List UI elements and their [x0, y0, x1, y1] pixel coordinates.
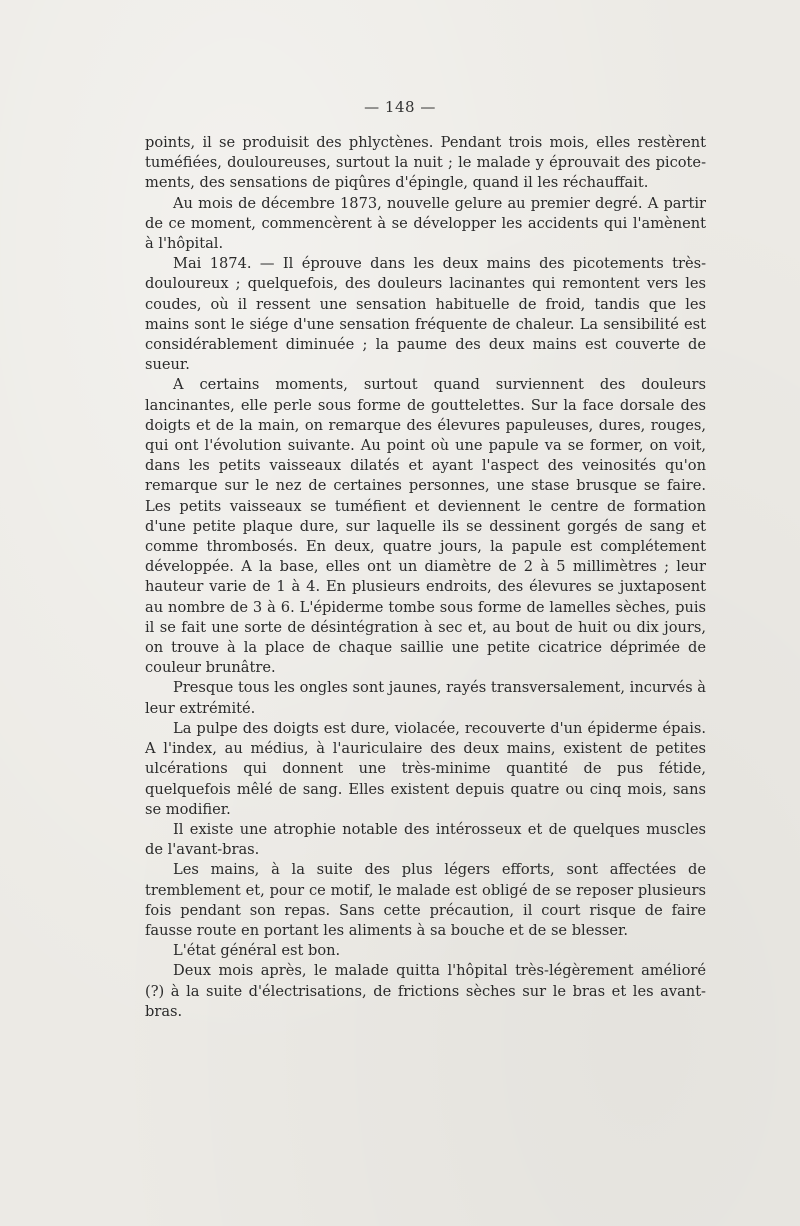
paragraph-4: A certains moments, surtout quand surviennent des douleurs lancinantes, elle perle sous forme de gouttelettes. Sur la face dorsale des doigts et de la main, on remarque des élevures papuleuses, dures, rouges, qui ont l'évolution suivante. Au point où une papule va se former, on voit, dans les petits vaisseaux dilatés et ayant l'aspect des veinosités qu'on remarque sur le nez de certaines personnes, une stase brusque se faire. Les petits vaisseaux se tuméfient et deviennent le centre de formation d'une petite plaque dure, sur laquelle ils se dessinent gorgés de sang et comme thrombosés. En deux, quatre jours, la papule est complétement développée. A la base, elles ont un diamètre de 2 à 5 millimètres ; leur hauteur varie de 1 à 4. En plusieurs endroits, des élevures se juxtaposent au nombre de 3 à 6. L'épiderme tombe sous forme de lamelles sèches, puis il se fait une sorte de désintégration à sec et, au bout de huit ou dix jours, on trouve à la place de chaque saillie une petite cicatrice déprimée de couleur brunâtre.: [145, 376, 706, 677]
paragraph-1: points, il se produisit des phlyctènes. Pendant trois mois, elles restèrent tuméfiées, douloureuses, surtout la nuit ; le malade y éprouvait des picotements, des sensations de piqûres d'épingle, quand il les réchauffait.: [145, 134, 706, 192]
page-number: — 148 —: [364, 98, 436, 116]
paragraph-6: La pulpe des doigts est dure, violacée, recouverte d'un épiderme épais. A l'index, au médius, à l'auriculaire des deux mains, existent de petites ulcérations qui donnent une très-minime quantité de pus fétide, quelquefois mêlé de sang. Elles existent depuis quatre ou cinq mois, sans se modifier.: [145, 719, 706, 818]
paragraph-8: Les mains, à la suite des plus légers efforts, sont affectées de tremblement et, pour ce motif, le malade est obligé de se reposer plusieurs fois pendant son repas. Sans cette précaution, il court risque de faire fausse route en portant les aliments à sa bouche et de se blesser.: [145, 861, 706, 939]
paragraph-5: Presque tous les ongles sont jaunes, rayés transversalement, incurvés à leur extrémité.: [145, 679, 706, 717]
body-text: [145, 133, 706, 1022]
paragraph-7: Il existe une atrophie notable des intérosseux et de quelques muscles de l'avant-bras.: [145, 820, 706, 859]
paragraph-10: Deux mois après, le malade quitta l'hôpital très-légèrement amélioré (?) à la suite d'électrisations, de frictions sèches sur le bras et les avant-bras.: [145, 962, 706, 1020]
paragraph-2: Au mois de décembre 1873, nouvelle gelure au premier degré. A partir de ce moment, commencèrent à se développer les accidents qui l'amènent à l'hôpital.: [145, 194, 706, 253]
paragraph-3: Mai 1874. — Il éprouve dans les deux mains des picotements très-douloureux ; quelquefois, des douleurs lacinantes qui remontent vers les coudes, où il ressent une sensation habituelle de froid, tandis que les mains sont le siége d'une sensation fréquente de chaleur. La sensibilité est considérablement diminuée ; la paume des deux mains est couverte de sueur.: [145, 255, 706, 374]
paragraph-9: L'état général est bon.: [173, 942, 341, 960]
